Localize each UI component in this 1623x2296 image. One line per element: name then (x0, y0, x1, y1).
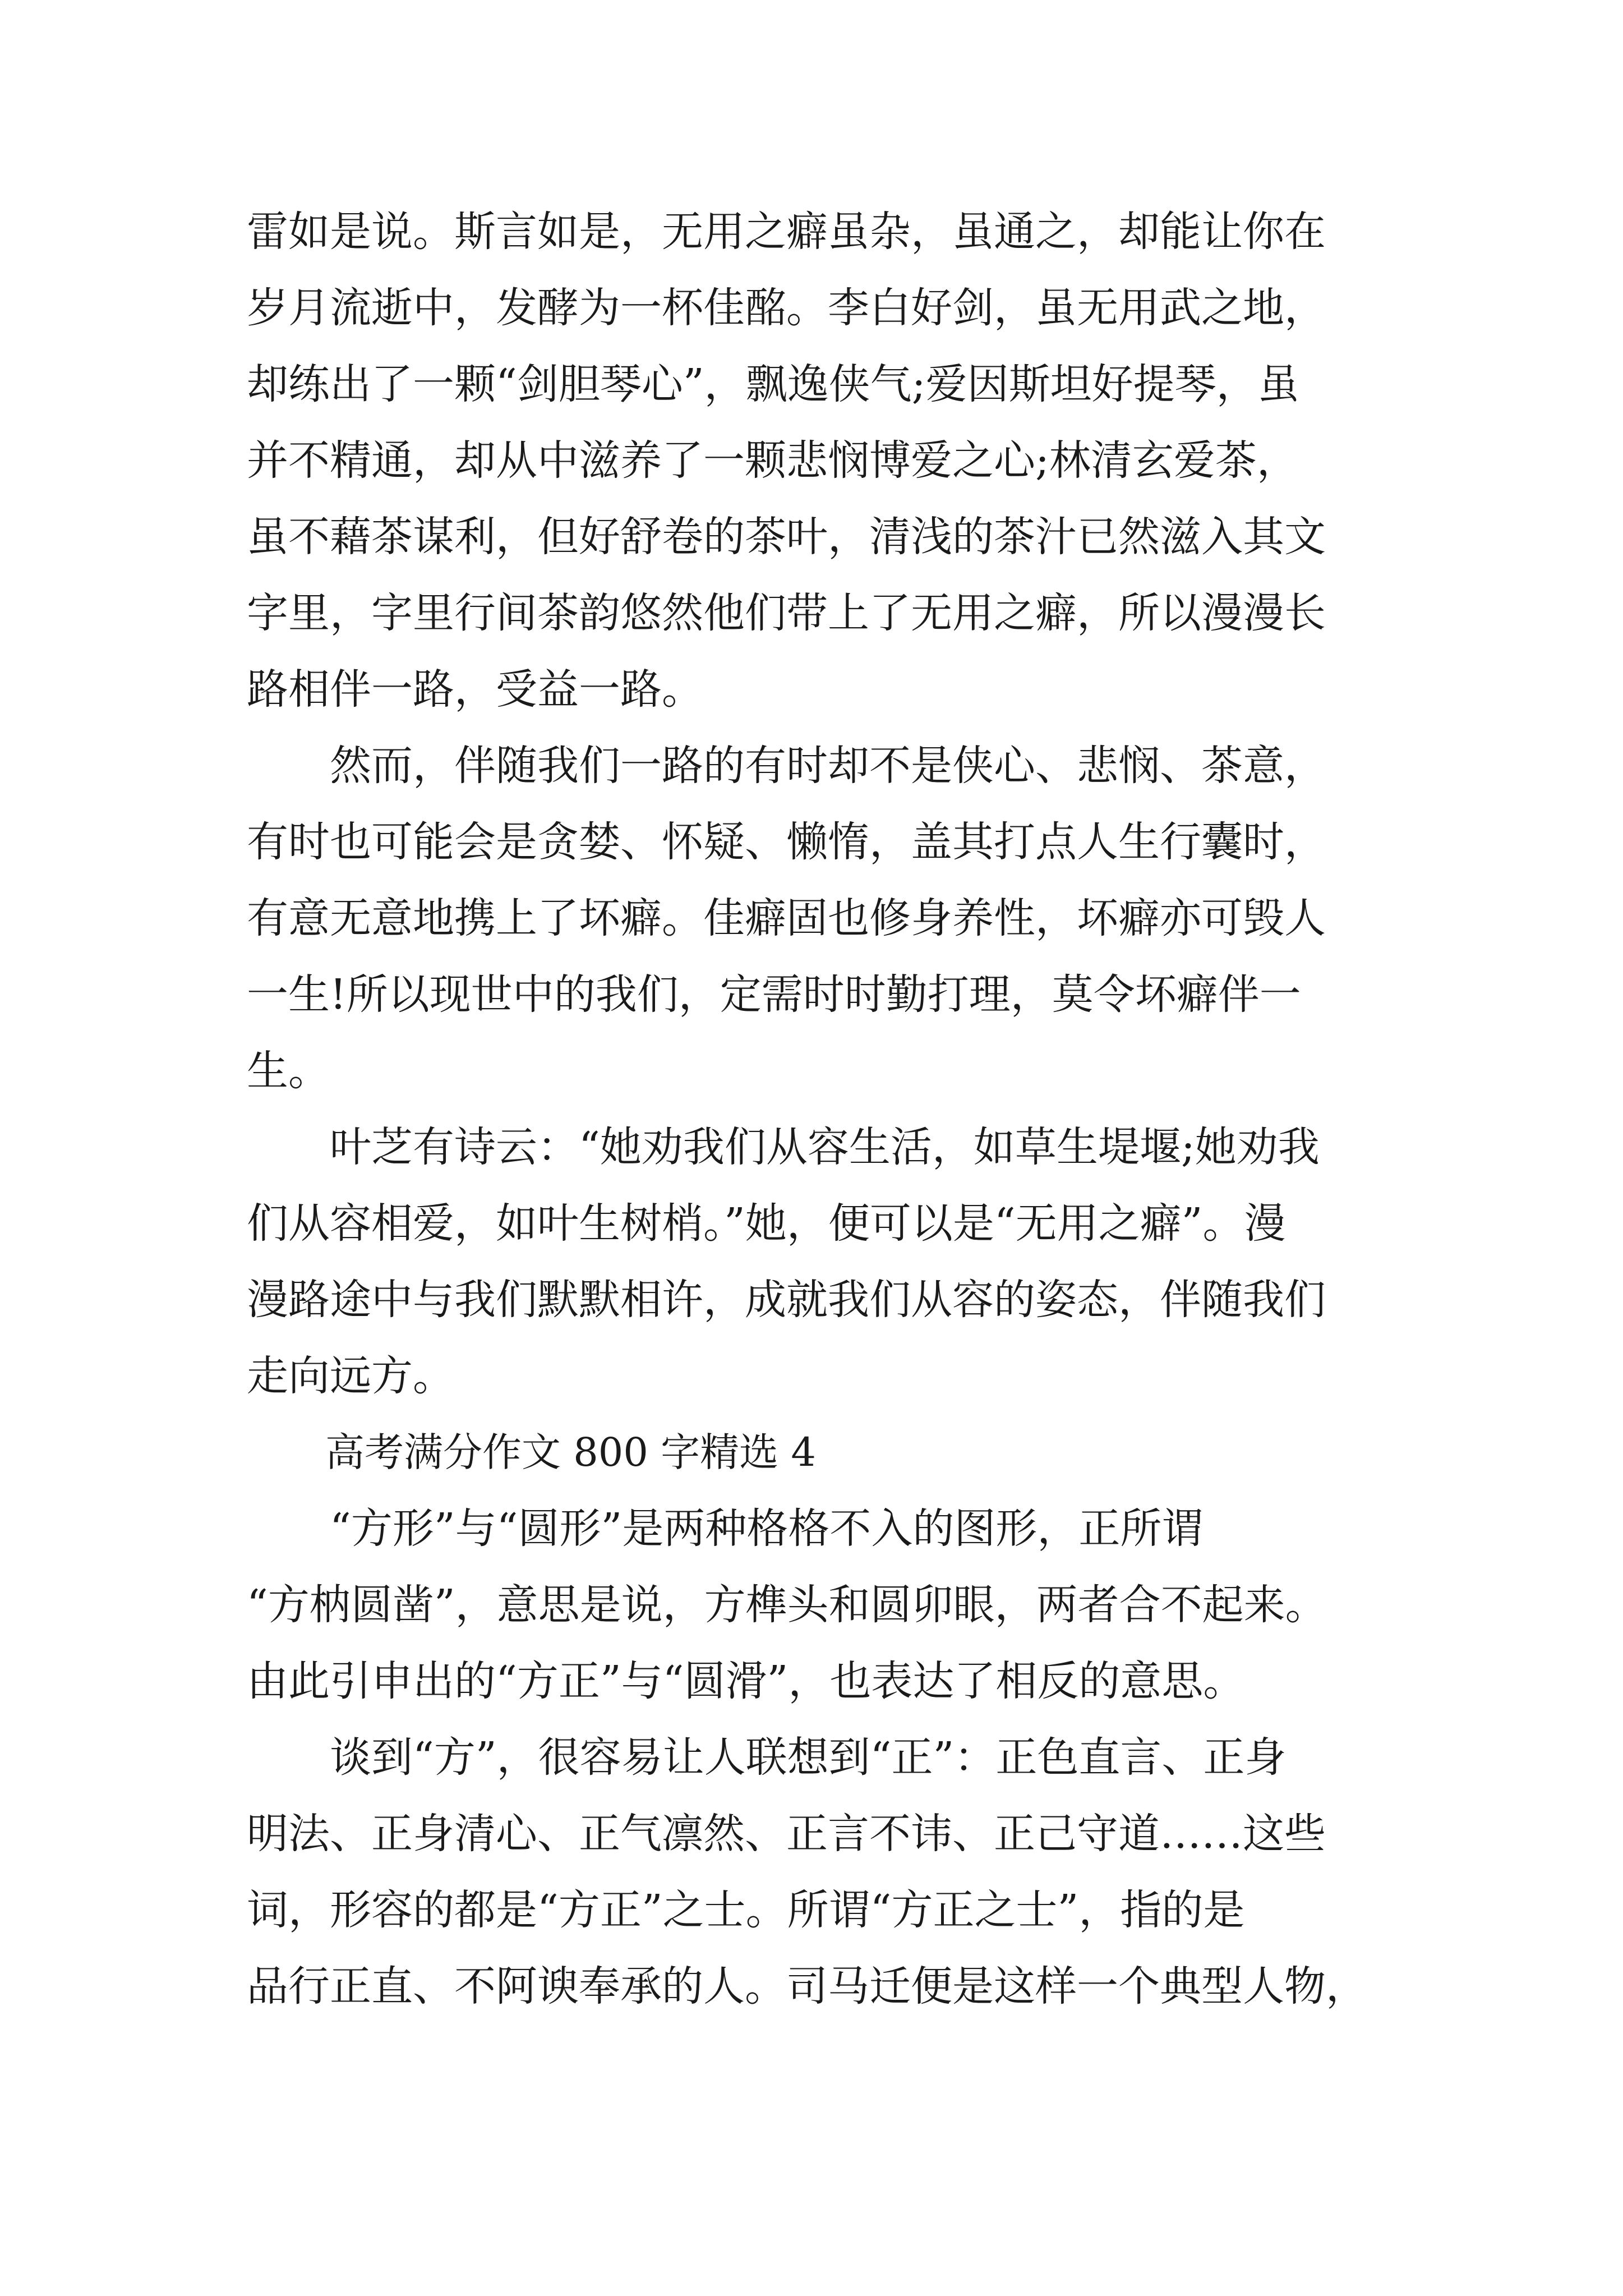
text-line: 有时也可能会是贪婪、怀疑、懒惰，盖其打点人生行囊时， (247, 818, 1326, 866)
text-line: 然而，伴随我们一路的有时却不是侠心、悲悯、茶意， (247, 742, 1326, 790)
text-line: 由此引申出的“方正”与“圆滑”，也表达了相反的意思。 (247, 1657, 1245, 1705)
text-line: “方形”与“圆形”是两种格格不入的图形，正所谓 (247, 1504, 1204, 1553)
text-line: 明法、正身清心、正气凛然、正言不讳、正己守道……这些 (247, 1810, 1326, 1858)
text-line: 虽不藉茶谋利，但好舒卷的茶叶，清浅的茶汁已然滋入其文 (247, 513, 1326, 561)
text-line: 谈到“方”，很容易让人联想到“正”：正色直言、正身 (247, 1733, 1287, 1782)
text-line: 词，形容的都是“方正”之士。所谓“方正之士”，指的是 (247, 1886, 1245, 1934)
text-line: 字里，字里行间茶韵悠然他们带上了无用之癖，所以漫漫长 (247, 589, 1326, 637)
text-line: 一生!所以现世中的我们，定需时时勤打理，莫令坏癖伴一 (247, 970, 1301, 1019)
text-line: 雷如是说。斯言如是，无用之癖虽杂，虽通之，却能让你在 (247, 208, 1326, 256)
text-line: 们从容相爱，如叶生树梢。”她，便可以是“无用之癖”。漫 (247, 1199, 1286, 1248)
text-line: 却练出了一颗“剑胆琴心”，飘逸侠气;爱因斯坦好提琴，虽 (247, 360, 1299, 408)
text-line: 漫路途中与我们默默相许，成就我们从容的姿态，伴随我们 (247, 1276, 1326, 1324)
text-line: 有意无意地携上了坏癖。佳癖固也修身养性，坏癖亦可毁人 (247, 894, 1326, 942)
section-heading: 高考满分作文 800 字精选 4 (247, 1429, 816, 1475)
text-line: 叶芝有诗云：“她劝我们从容生活，如草生堤堰;她劝我 (247, 1123, 1320, 1171)
text-line: “方枘圆凿”，意思是说，方榫头和圆卯眼，两者合不起来。 (247, 1581, 1327, 1629)
text-line: 品行正直、不阿谀奉承的人。司马迁便是这样一个典型人物， (247, 1962, 1367, 2010)
text-line: 并不精通，却从中滋养了一颗悲悯博爱之心;林清玄爱茶， (247, 436, 1298, 485)
text-line: 岁月流逝中，发酵为一杯佳酩。李白好剑，虽无用武之地， (247, 284, 1326, 332)
text-line: 生。 (247, 1047, 330, 1095)
text-line: 路相伴一路，受益一路。 (247, 665, 703, 714)
document-body (247, 194, 1385, 2024)
text-line: 走向远方。 (247, 1352, 454, 1400)
